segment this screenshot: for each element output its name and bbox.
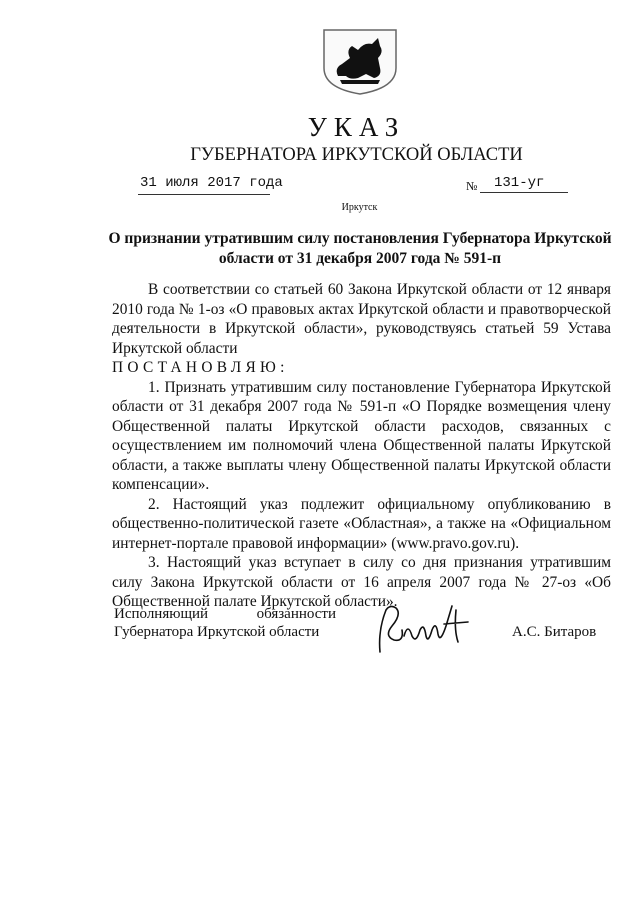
document-heading bbox=[100, 229, 620, 269]
signatory-position bbox=[114, 605, 336, 641]
number-sign: № bbox=[466, 179, 478, 193]
document-date: 31 июля 2017 года bbox=[140, 175, 283, 191]
heading-line-2: области от 31 декабря 2007 года № 591-п bbox=[218, 250, 502, 267]
document-body bbox=[112, 280, 611, 612]
number-underline bbox=[480, 192, 568, 193]
document-title: УКАЗ bbox=[307, 112, 406, 142]
item-3: 3. Настоящий указ вступает в силу со дня признания утратившим силу Закона Иркутской области от 16 апреля 2007 года № 27-оз «Об Общественной палате Иркутской области». bbox=[112, 554, 611, 610]
intro-paragraph: В соответствии со статьей 60 Закона Иркутской области от 12 января 2010 года № 1-оз «О правовых актах Иркутской области и правотворческой деятельности в Иркутской области», руководствуясь статьей 59 Устава Иркутской области bbox=[112, 281, 611, 357]
position-line-1: Исполняющий обязанности bbox=[114, 606, 336, 622]
document-issuer: ГУБЕРНАТОРА ИРКУТСКОЙ ОБЛАСТИ bbox=[190, 145, 523, 165]
handwritten-signature bbox=[372, 600, 482, 660]
item-1: 1. Признать утратившим силу постановление Губернатора Иркутской области от 31 декабря 2007 года № 591-п «О Порядке возмещения члену Общественной палаты Иркутской области расходов, связанных с осуществлением им полномочий члена Общественной палаты Иркутской области, а также выплаты члену Общественной палаты Иркутской области компенсации». bbox=[112, 378, 611, 493]
heading-line-1: О признании утратившим силу постановления Губернатора Иркутской bbox=[108, 230, 612, 247]
signatory-name: А.С. Битаров bbox=[512, 624, 597, 640]
decree-word: ПОСТАНОВЛЯЮ: bbox=[112, 359, 289, 376]
position-line-2: Губернатора Иркутской области bbox=[114, 624, 320, 640]
item-2: 2. Настоящий указ подлежит официальному опубликованию в общественно-политической газете «Областная», а также на «Официальном интернет-портале правовой информации» (www.pravo.gov.ru). bbox=[112, 495, 611, 552]
date-underline bbox=[138, 194, 270, 195]
document-city: Иркутск bbox=[341, 202, 378, 213]
coat-of-arms-emblem bbox=[320, 28, 400, 96]
document-number: 131-уг bbox=[494, 175, 545, 191]
